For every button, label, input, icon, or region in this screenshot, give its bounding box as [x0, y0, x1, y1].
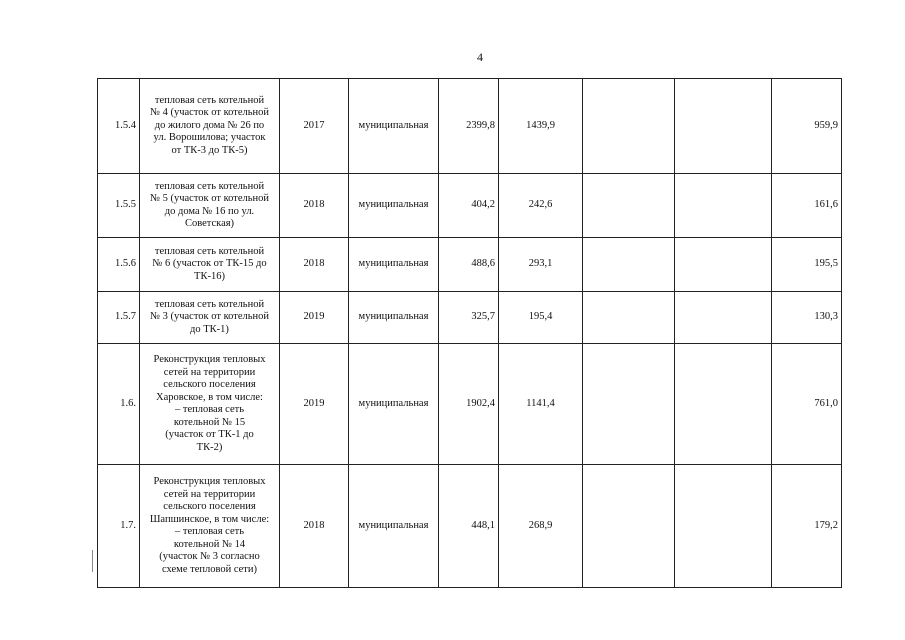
row-empty-cell [675, 174, 772, 238]
description-line: сельского поселения [163, 501, 256, 512]
row-part1-cell: 268,9 [499, 465, 583, 588]
description-line: сетей на территории [163, 366, 256, 378]
row-year-cell: 2018 [280, 174, 349, 238]
row-code-cell: 1.5.6 [98, 238, 140, 292]
row-part1-cell: 293,1 [499, 238, 583, 292]
row-description-cell [140, 465, 280, 588]
description-line: сетей на территории [163, 488, 256, 500]
description-line: Советская) [184, 218, 235, 229]
table-row [98, 174, 842, 238]
row-year-cell: 2019 [280, 292, 349, 344]
row-empty-cell [675, 465, 772, 588]
row-total-cell: 2399,8 [439, 79, 499, 174]
description-line: Реконструкция тепловых [153, 476, 266, 487]
description-line: № 3 (участок от котельной [149, 311, 270, 323]
row-last-cell: 959,9 [772, 79, 842, 174]
description-line: от ТК-3 до ТК-5) [171, 144, 248, 156]
sub-item-line: – тепловая сеть [175, 526, 244, 537]
row-empty-cell [675, 238, 772, 292]
row-part1-cell: 195,4 [499, 292, 583, 344]
row-total-cell: 1902,4 [439, 344, 499, 465]
row-empty-cell [583, 79, 675, 174]
row-code-cell: 1.5.4 [98, 79, 140, 174]
row-description-cell [140, 174, 280, 238]
description-line: Реконструкция тепловых [153, 354, 266, 365]
row-part1-cell: 242,6 [499, 174, 583, 238]
row-ownership-cell: муниципальная [349, 238, 439, 292]
row-year-cell: 2018 [280, 238, 349, 292]
description-line: до жилого дома № 26 по [154, 119, 265, 131]
sub-item-line: котельной № 14 [173, 538, 246, 550]
sub-item-line: (участок № 3 согласно [159, 551, 260, 562]
row-ownership-cell: муниципальная [349, 344, 439, 465]
row-year-cell: 2017 [280, 79, 349, 174]
description-line: Шапшинское, в том числе: [149, 513, 270, 525]
description-line: тепловая сеть котельной [154, 94, 265, 106]
row-empty-cell [583, 465, 675, 588]
row-empty-cell [675, 79, 772, 174]
description-line: ТК-16) [194, 270, 225, 282]
sub-item-line: – тепловая сеть [175, 404, 244, 415]
description-line: № 6 (участок от ТК-15 до [152, 258, 267, 270]
sub-item-line: котельной № 15 [173, 416, 246, 428]
row-ownership-cell: муниципальная [349, 465, 439, 588]
row-empty-cell [583, 174, 675, 238]
sub-item-line: схеме тепловой сети) [162, 563, 257, 575]
row-description-cell [140, 238, 280, 292]
row-description-cell [140, 79, 280, 174]
row-year-cell: 2018 [280, 465, 349, 588]
row-empty-cell [583, 238, 675, 292]
row-empty-cell [675, 292, 772, 344]
description-line: № 4 (участок от котельной [149, 107, 270, 119]
row-total-cell: 448,1 [439, 465, 499, 588]
table-body [98, 79, 842, 588]
row-last-cell: 161,6 [772, 174, 842, 238]
description-line: ул. Ворошилова; участок [153, 132, 266, 144]
row-total-cell: 404,2 [439, 174, 499, 238]
row-total-cell: 325,7 [439, 292, 499, 344]
row-part1-cell: 1141,4 [499, 344, 583, 465]
row-code-cell: 1.5.5 [98, 174, 140, 238]
row-empty-cell [675, 344, 772, 465]
description-line: тепловая сеть котельной [154, 180, 265, 192]
row-total-cell: 488,6 [439, 238, 499, 292]
scan-artifact [92, 550, 93, 572]
row-last-cell: 130,3 [772, 292, 842, 344]
description-line: № 5 (участок от котельной [149, 193, 270, 204]
row-ownership-cell: муниципальная [349, 292, 439, 344]
table-row [98, 79, 842, 174]
table-row [98, 465, 842, 588]
description-line: Харовское, в том числе: [156, 391, 263, 403]
row-ownership-cell: муниципальная [349, 79, 439, 174]
description-line: тепловая сеть котельной [154, 298, 265, 310]
row-description-cell [140, 344, 280, 465]
row-code-cell: 1.6. [98, 344, 140, 465]
description-line: тепловая сеть котельной [154, 245, 265, 257]
description-line: до дома № 16 по ул. [164, 205, 255, 217]
row-last-cell: 179,2 [772, 465, 842, 588]
page-number: 4 [477, 50, 483, 64]
description-line: до ТК-1) [190, 323, 229, 335]
sub-item-line: ТК-2) [196, 441, 223, 453]
table-row [98, 238, 842, 292]
table-row [98, 344, 842, 465]
row-empty-cell [583, 292, 675, 344]
description-line: сельского поселения [163, 379, 256, 390]
row-ownership-cell: муниципальная [349, 174, 439, 238]
investment-table [97, 78, 842, 588]
row-code-cell: 1.5.7 [98, 292, 140, 344]
row-last-cell: 195,5 [772, 238, 842, 292]
row-last-cell: 761,0 [772, 344, 842, 465]
row-empty-cell [583, 344, 675, 465]
row-code-cell: 1.7. [98, 465, 140, 588]
sub-item-line: (участок от ТК-1 до [165, 429, 254, 440]
table-row [98, 292, 842, 344]
row-description-cell [140, 292, 280, 344]
row-year-cell: 2019 [280, 344, 349, 465]
row-part1-cell: 1439,9 [499, 79, 583, 174]
